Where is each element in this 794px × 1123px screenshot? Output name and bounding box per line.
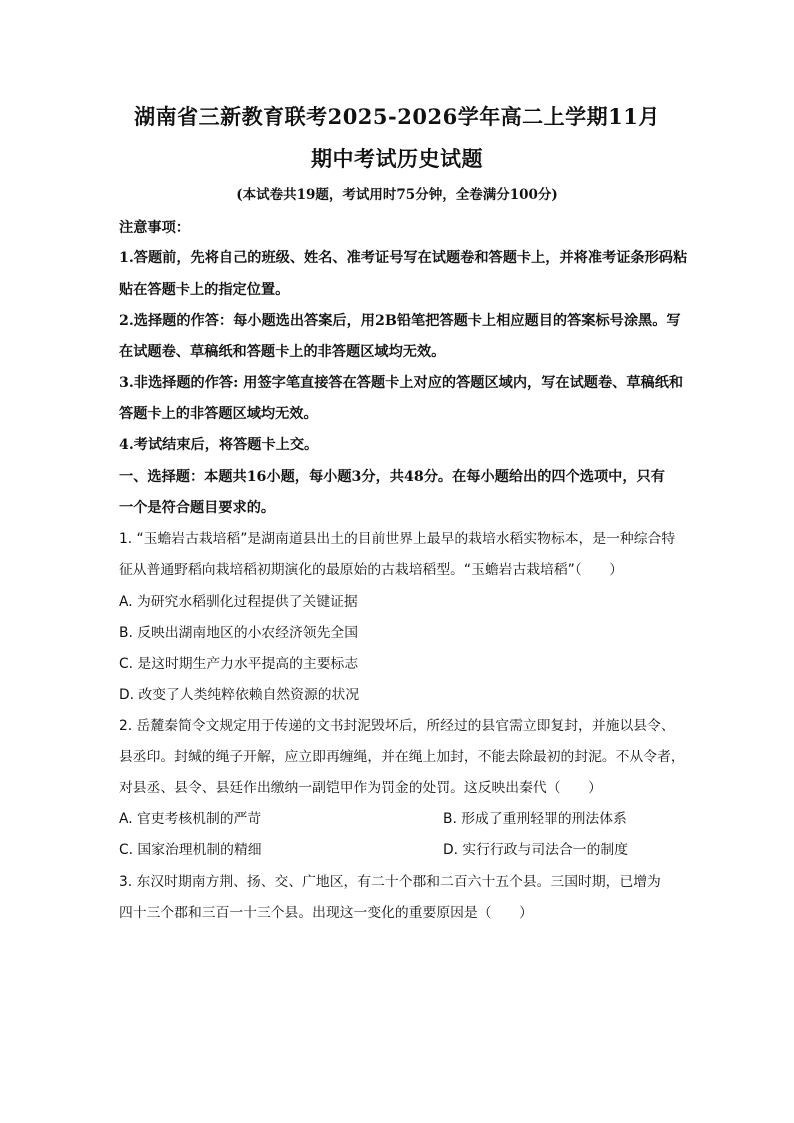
notes-line: 4.考试结束后，将答题卡上交。 xyxy=(119,437,319,453)
exam-title-line-2: 期中考试历史试题 xyxy=(311,146,483,171)
notes-line: 在试题卷、草稿纸和答题卡上的非答题区域均无效。 xyxy=(119,344,446,360)
question-2-option-b: B. 形成了重刑轻罪的刑法体系 xyxy=(443,811,627,827)
question-2-option-c: C. 国家治理机制的精细 xyxy=(119,842,262,858)
question-2-option-d: D. 实行行政与司法合一的制度 xyxy=(443,842,628,858)
notes-line: 3.非选择题的作答: 用签字笔直接答在答题卡上对应的答题区域内，写在试题卷、草稿纸和 xyxy=(119,375,684,391)
question-1-option-d: D. 改变了人类纯粹依赖自然资源的状况 xyxy=(119,687,360,703)
question-1-stem: 1. “玉蟾岩古栽培稻”是湖南道县出土的目前世界上最早的栽培水稻实物标本，是一种综合特 xyxy=(119,531,676,547)
question-1-option-b: B. 反映出湖南地区的小农经济领先全国 xyxy=(119,625,358,641)
question-1-option-c: C. 是这时期生产力水平提高的主要标志 xyxy=(119,656,359,672)
notes-line: 2.选择题的作答：每小题选出答案后，用2B铅笔把答题卡上相应题目的答案标号涂黑。写 xyxy=(119,313,681,329)
notes-heading: 注意事项： xyxy=(119,220,190,236)
question-3-stem: 3. 东汉时期南方荆、扬、交、广地区，有二十个郡和二百六十五个县。三国时期，已增为 xyxy=(119,874,661,890)
question-2-stem: 2. 岳麓秦简令文规定用于传递的文书封泥毁坏后，所经过的县官需立即复封，并施以县令、 xyxy=(119,718,675,734)
exam-subtitle: (本试卷共19题，考试用时75分钟，全卷满分100分) xyxy=(236,187,558,203)
notes-line: 1.答题前，先将自己的班级、姓名、准考证号写在试题卷和答题卡上，并将准考证条形码粘 xyxy=(119,250,688,266)
question-1-option-a: A. 为研究水稻驯化过程提供了关键证据 xyxy=(119,594,358,610)
question-3-stem: 四十三个郡和三百一十三个县。出现这一变化的重要原因是（ ） xyxy=(119,905,533,921)
section-heading-line-2: 一个是符合题目要求的。 xyxy=(119,500,276,516)
exam-title-line-1: 湖南省三新教育联考2025-2026学年高二上学期11月 xyxy=(134,104,660,129)
notes-line: 贴在答题卡上的指定位置。 xyxy=(119,282,290,298)
section-heading-line-1: 一、选择题：本题共16小题，每小题3分，共48分。在每小题给出的四个选项中，只有 xyxy=(119,469,665,485)
notes-line: 答题卡上的非答题区域均无效。 xyxy=(119,406,318,422)
question-1-stem: 征从普通野稻向栽培稻初期演化的最原始的古栽培稻型。“玉蟾岩古栽培稻”（ ） xyxy=(119,562,624,578)
question-2-option-a: A. 官吏考核机制的严苛 xyxy=(119,811,262,827)
question-2-stem: 县丞印。封缄的绳子开解，应立即再缠绳，并在绳上加封，不能去除最初的封泥。不从令者， xyxy=(119,749,685,765)
question-2-stem: 对县丞、县令、县廷作出缴纳一副铠甲作为罚金的处罚。这反映出秦代（ ） xyxy=(119,780,602,796)
